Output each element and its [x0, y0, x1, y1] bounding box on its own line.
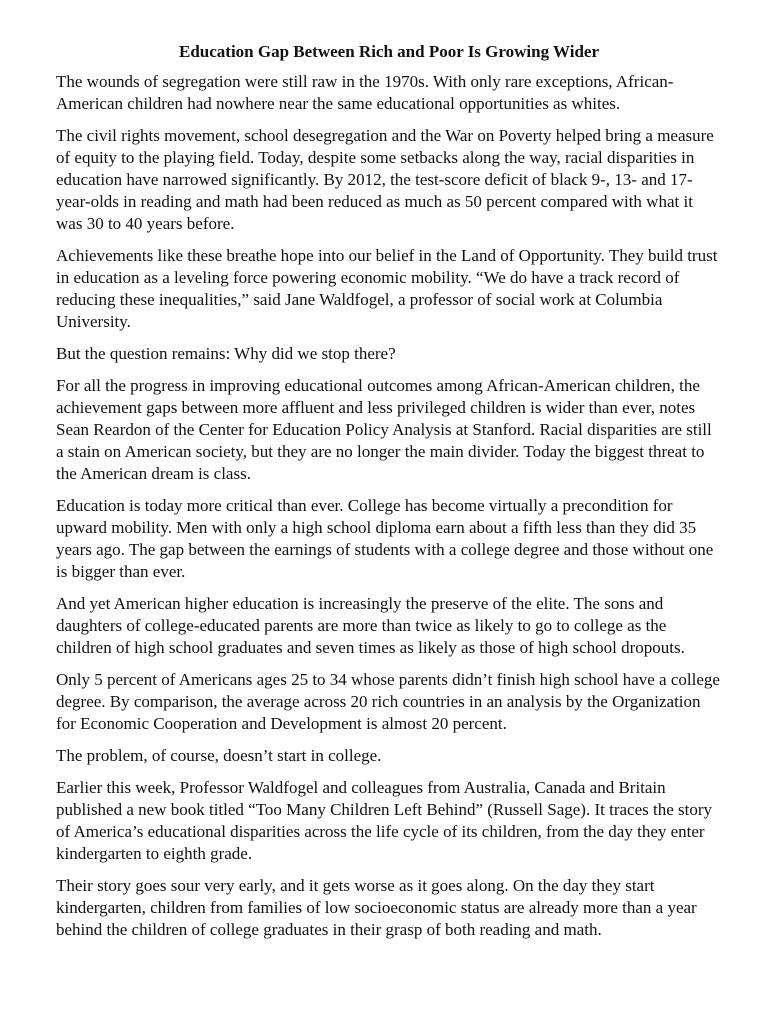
paragraph: The wounds of segregation were still raw in the 1970s. With only rare exceptions, African-American children had nowhere near the same educational opportunities as whites. [56, 72, 674, 113]
paragraph: And yet American higher education is increasingly the preserve of the elite. The sons and daughters of college-educated parents are more than twice as likely to go to college as the children of high school graduates and seven times as likely as those of high school dropouts. [56, 594, 685, 657]
paragraph: Achievements like these breathe hope into our belief in the Land of Opportunity. They build trust in education as a leveling force powering economic mobility. “We do have a track record of reducing these inequalities,” said Jane Waldfogel, a professor of social work at Columbia University. [56, 246, 718, 331]
paragraph: For all the progress in improving educational outcomes among African-American children, the achievement gaps between more affluent and less privileged children is wider than ever, notes Sean Reardon of the Center for Education Policy Analysis at Stanford. Racial disparities are still a stain on American society, but they are no longer the main divider. Today the biggest threat to the American dream is class. [56, 376, 712, 483]
paragraph: Earlier this week, Professor Waldfogel and colleagues from Australia, Canada and Britain published a new book titled “Too Many Children Left Behind” (Russell Sage). It traces the story of America’s educational disparities across the life cycle of its children, from the day they enter kindergarten to eighth grade. [56, 778, 712, 863]
paragraph: The problem, of course, doesn’t start in college. [56, 746, 382, 765]
document-page [56, 40, 722, 951]
paragraph: Education is today more critical than ever. College has become virtually a precondition for upward mobility. Men with only a high school diploma earn about a fifth less than they did 35 years ago. The gap between the earnings of students with a college degree and those without one is bigger than ever. [56, 496, 714, 581]
paragraph: Their story goes sour very early, and it gets worse as it goes along. On the day they start kindergarten, children from families of low socioeconomic status are already more than a year behind the children of college graduates in their grasp of both reading and math. [56, 876, 697, 939]
document-title: Education Gap Between Rich and Poor Is Growing Wider [178, 42, 599, 61]
paragraph: Only 5 percent of Americans ages 25 to 34 whose parents didn’t finish high school have a college degree. By comparison, the average across 20 rich countries in an analysis by the Organization for Economic Cooperation and Development is almost 20 percent. [56, 670, 720, 733]
paragraph: But the question remains: Why did we stop there? [56, 344, 396, 363]
paragraph: The civil rights movement, school desegregation and the War on Poverty helped bring a measure of equity to the playing field. Today, despite some setbacks along the way, racial disparities in education have narrowed significantly. By 2012, the test-score deficit of black 9-, 13- and 17-year-olds in reading and math had been reduced as much as 50 percent compared with what it was 30 to 40 years before. [56, 126, 714, 233]
